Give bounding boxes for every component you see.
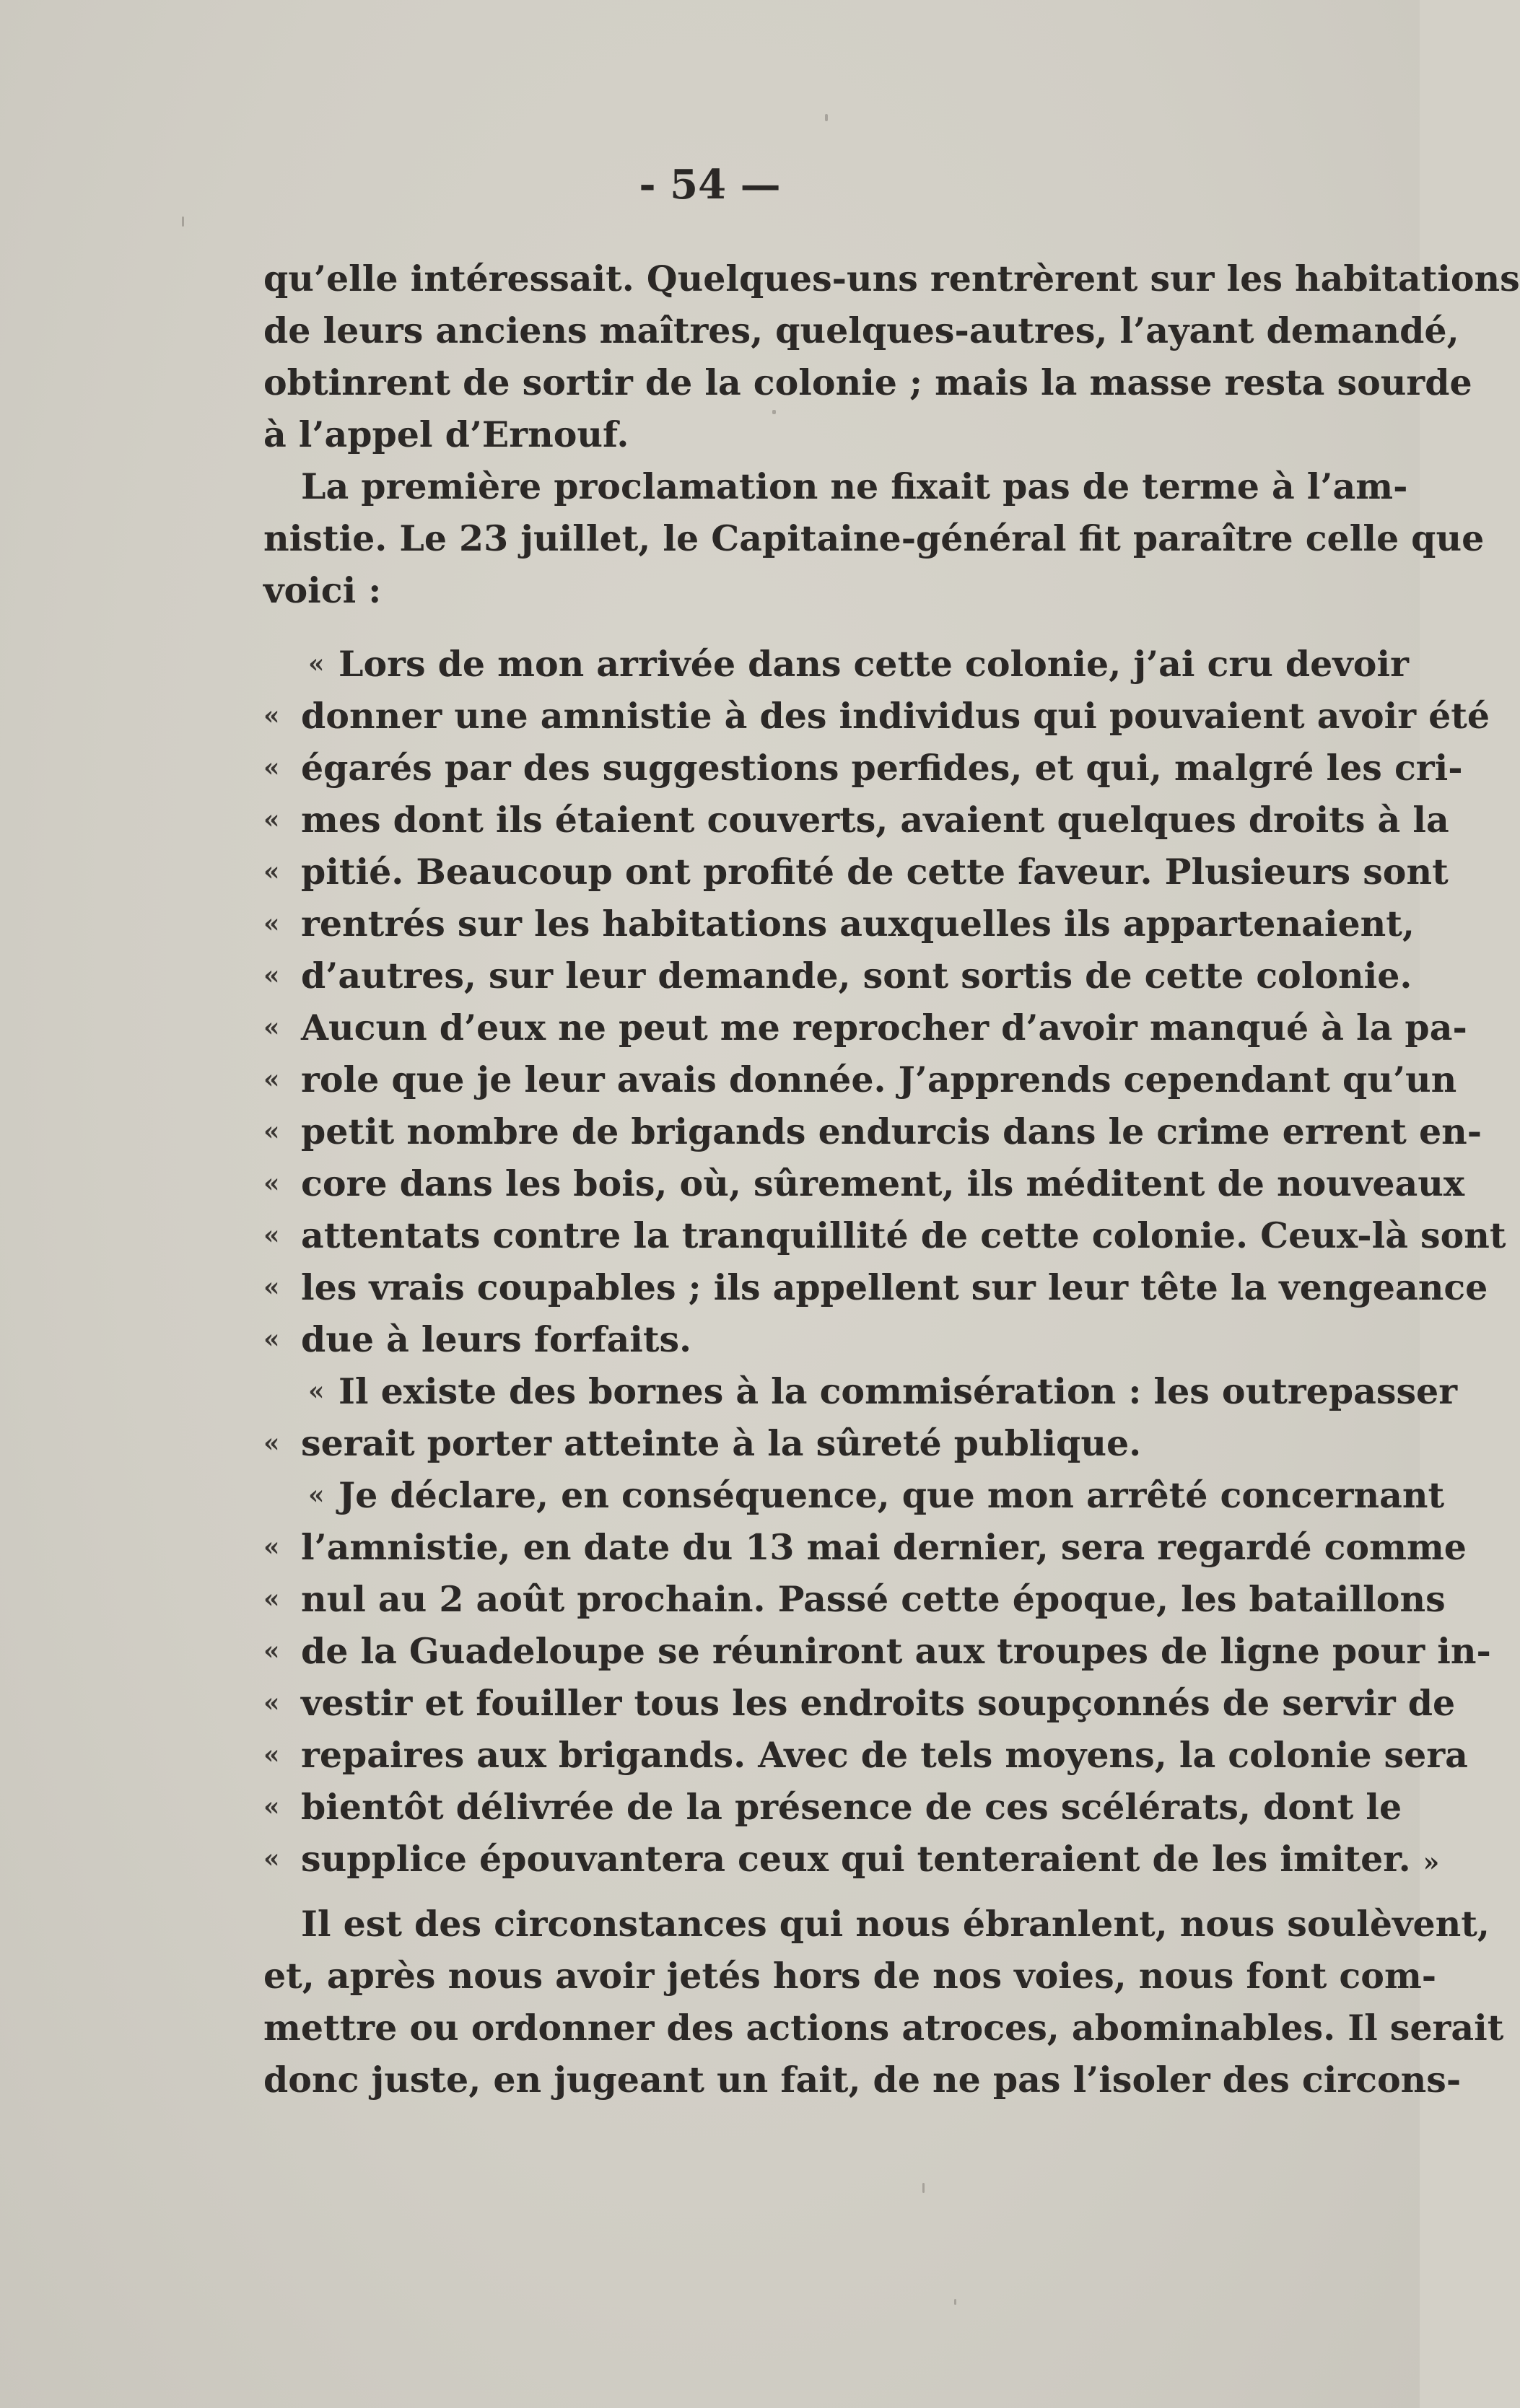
quote-line <box>263 1521 1467 1573</box>
text-line: La première proclamation ne fixait pas de terme à l’am- <box>301 465 1408 507</box>
quote-close-mark: » <box>1423 1847 1440 1878</box>
quote-mark: « <box>263 1272 280 1302</box>
quote-line-text: Il existe des bornes à la commisération : les outrepasser <box>338 1370 1458 1412</box>
closing-paragraph <box>263 1898 1504 2106</box>
quote-mark: « <box>263 1688 280 1718</box>
text-line: Il est des circonstances qui nous ébranlent, nous soulèvent, <box>301 1903 1490 1945</box>
text-line: qu’elle intéressait. Quelques-uns rentrèrent sur les habitations <box>263 258 1520 299</box>
quote-line <box>263 1677 1456 1729</box>
text-line: donc juste, en jugeant un fait, de ne pas l’isoler des circons- <box>263 2059 1462 2101</box>
quote-line <box>263 898 1415 950</box>
quote-line-text: les vrais coupables ; ils appellent sur leur tête la vengeance <box>301 1266 1488 1308</box>
quote-mark: « <box>263 1428 280 1458</box>
quote-mark: « <box>263 1168 280 1199</box>
quote-line-text: Lors de mon arrivée dans cette colonie, j’ai cru devoir <box>338 643 1409 685</box>
text-line: mettre ou ordonner des actions atroces, abominables. Il serait <box>263 2007 1504 2049</box>
quote-line <box>263 1313 1352 1365</box>
quote-line <box>263 742 1463 794</box>
text-line: et, après nous avoir jetés hors de nos voies, nous font com- <box>263 1955 1437 1997</box>
quote-mark: « <box>263 805 280 835</box>
quote-line <box>263 794 1449 846</box>
quote-mark: « <box>263 1636 280 1666</box>
page-number: - 54 — <box>639 161 781 209</box>
quote-line-text: Aucun d’eux ne peut me reprocher d’avoir manqué à la pa- <box>301 1007 1467 1048</box>
quote-line-text: égarés par des suggestions perfides, et qui, malgré les cri- <box>301 747 1463 789</box>
quote-line-text: nul au 2 août prochain. Passé cette époque, les bataillons <box>301 1578 1446 1620</box>
quote-mark: « <box>263 1116 280 1147</box>
quote-mark: « <box>263 909 280 939</box>
quote-line-text: donner une amnistie à des individus qui pouvaient avoir été <box>301 695 1490 737</box>
text-line: de leurs anciens maîtres, quelques-autres, l’ayant demandé, <box>263 310 1459 351</box>
quote-line <box>263 1729 1468 1781</box>
quote-line-text: de la Guadeloupe se réuniront aux troupes de ligne pour in- <box>301 1630 1491 1672</box>
quote-mark: « <box>263 1220 280 1251</box>
quote-mark: « <box>263 1844 280 1874</box>
quote-line <box>263 1625 1491 1677</box>
quote-mark: « <box>263 1064 280 1095</box>
quote-line-text: serait porter atteinte à la sûreté publique. <box>301 1422 1142 1464</box>
quote-line-text: role que je leur avais donnée. J’apprends cependant qu’un <box>301 1059 1457 1100</box>
text-line: nistie. Le 23 juillet, le Capitaine-général fit paraître celle que <box>263 517 1485 559</box>
quote-line-text: d’autres, sur leur demande, sont sortis de cette colonie. <box>301 955 1412 997</box>
quote-line <box>263 1002 1467 1054</box>
quote-mark: « <box>308 1480 325 1510</box>
quote-line <box>263 638 1409 690</box>
quote-line-text: attentats contre la tranquillité de cette colonie. Ceux-là sont <box>301 1214 1506 1256</box>
quote-line <box>263 1469 1445 1521</box>
paper-speck <box>182 216 184 227</box>
text-line: voici : <box>263 569 382 611</box>
quote-mark: « <box>263 1740 280 1770</box>
quote-line-text: mes dont ils étaient couverts, avaient quelques droits à la <box>301 799 1449 841</box>
quote-line <box>263 1106 1482 1157</box>
text-line: à l’appel d’Ernouf. <box>263 413 629 455</box>
paper-speck <box>825 114 828 121</box>
paper-speck <box>922 2183 925 2193</box>
quote-line-text: Je déclare, en conséquence, que mon arrêté concernant <box>338 1474 1445 1516</box>
opening-paragraph <box>263 253 1520 616</box>
quote-mark: « <box>263 1532 280 1562</box>
quote-mark: « <box>263 1324 280 1354</box>
quote-mark: « <box>263 701 280 731</box>
quote-line <box>263 1365 1458 1417</box>
quote-line-text: repaires aux brigands. Avec de tels moyens, la colonie sera <box>301 1734 1468 1776</box>
quote-line-text: bientôt délivrée de la présence de ces scélérats, dont le <box>301 1786 1402 1828</box>
quote-line <box>263 1157 1465 1209</box>
quote-line <box>263 1833 1440 1885</box>
quote-line <box>263 1573 1446 1625</box>
text-line: obtinrent de sortir de la colonie ; mais la masse resta sourde <box>263 362 1472 403</box>
paper-speck <box>954 2299 956 2305</box>
quote-mark: « <box>263 753 280 783</box>
quote-mark: « <box>263 960 280 991</box>
quote-line-text: l’amnistie, en date du 13 mai dernier, sera regardé comme <box>301 1526 1467 1568</box>
quote-line-text: vestir et fouiller tous les endroits soupçonnés de servir de <box>301 1682 1456 1724</box>
quote-line <box>263 1781 1402 1833</box>
quote-mark: « <box>308 649 325 679</box>
quote-line-text: rentrés sur les habitations auxquelles ils appartenaient, <box>301 903 1415 945</box>
quote-line <box>263 950 1412 1002</box>
quote-line-text: petit nombre de brigands endurcis dans le crime errent en- <box>301 1111 1482 1152</box>
quote-line <box>263 1261 1488 1313</box>
proclamation-quote <box>263 638 1506 1885</box>
quote-line-text: core dans les bois, où, sûrement, ils méditent de nouveaux <box>301 1163 1465 1204</box>
quote-mark: « <box>263 857 280 887</box>
quote-line <box>263 846 1449 898</box>
quote-line-text: supplice épouvantera ceux qui tenteraient de les imiter. <box>301 1838 1411 1880</box>
quote-mark: « <box>263 1012 280 1043</box>
quote-line-text: due à leurs forfaits. <box>301 1318 692 1360</box>
quote-mark: « <box>263 1584 280 1614</box>
quote-line <box>263 1417 1352 1469</box>
quote-line <box>263 1054 1457 1106</box>
quote-line-text: pitié. Beaucoup ont profité de cette faveur. Plusieurs sont <box>301 851 1449 893</box>
quote-line <box>263 1209 1506 1261</box>
quote-line <box>263 690 1490 742</box>
quote-mark: « <box>308 1376 325 1406</box>
quote-mark: « <box>263 1792 280 1822</box>
